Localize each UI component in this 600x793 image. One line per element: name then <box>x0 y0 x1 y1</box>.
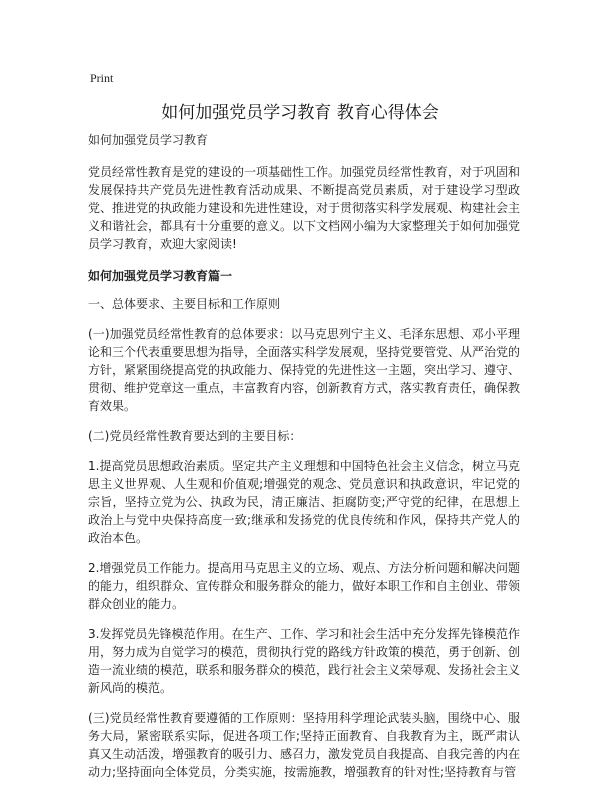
paragraph: 3.发挥党员先锋模范作用。在生产、工作、学习和社会生活中充分发挥先锋模范作用，努力成为自觉学习的模范，贯彻执行党的路线方针政策的模范，勇于创新、创造一流业绩的模范，联系和服务群众的模范，践行社会主义荣辱观、发扬社会主义新风尚的模范。 <box>88 627 521 695</box>
paragraph: 1.提高党员思想政治素质。坚定共产主义理想和中国特色社会主义信念，树立马克思主义世界观、人生观和价值观;增强党的观念、党员意识和执政意识，牢记党的宗旨，坚持立党为公、执政为民，清正廉洁、拒腐防变;严守党的纪律，在思想上政治上与党中央保持高度一致;继承和发扬党的优良传统和作风，保持共产党人的政治本色。 <box>88 459 520 545</box>
intro-paragraph: 党员经常性教育是党的建设的一项基础性工作。加强党员经常性教育，对于巩固和发展保持共产党员先进性教育活动成果、不断提高党员素质，对于建设学习型政党、推进党的执政能力建设和先进性建设，对于贯彻落实科学发展观、构建社会主义和谐社会，都具有十分重要的意义。以下文档网小编为大家整理关于如何加强党员学习教育，欢迎大家阅读! <box>88 165 521 251</box>
paragraph: (三)党员经常性教育要遵循的工作原则：坚持用科学理论武装头脑，围绕中心、服务大局，紧密联系实际，促进各项工作;坚持正面教育、自我教育为主，既严肃认真又生动活泼，增强教育的吸引力、感召力，激发党员自我提高、自我完善的内在动力;坚持面向全体党员，分类实施，按需施教，增强教育的针对性;坚持教育与管 <box>88 711 521 779</box>
article-heading: 如何加强党员学习教育篇一 <box>88 269 233 283</box>
paragraph: (一)加强党员经常性教育的总体要求：以马克思列宁主义、毛泽东思想、邓小平理论和三个代表重要思想为指导，全面落实科学发展观，坚持党要管党、从严治党的方针，紧紧围绕提高党的执政能力、保持党的先进性这一主题，突出学习、遵守、贯彻、维护党章这一重点，丰富教育内容，创新教育方式，落实教育责任，确保教育效果。 <box>88 327 521 413</box>
subtitle: 如何加强党员学习教育 <box>88 133 209 147</box>
page-title: 如何加强党员学习教育 教育心得体会 <box>161 103 439 123</box>
paragraph: 2.增强党员工作能力。提高用马克思主义的立场、观点、方法分析问题和解决问题的能力，组织群众、宣传群众和服务群众的能力，做好本职工作和自主创业、带领群众创业的能力。 <box>88 561 521 611</box>
section-heading: 一、总体要求、主要目标和工作原则 <box>88 297 281 311</box>
article-body <box>88 131 520 793</box>
paragraph: (二)党员经常性教育要达到的主要目标： <box>88 429 302 443</box>
print-link[interactable]: Print <box>90 71 114 85</box>
